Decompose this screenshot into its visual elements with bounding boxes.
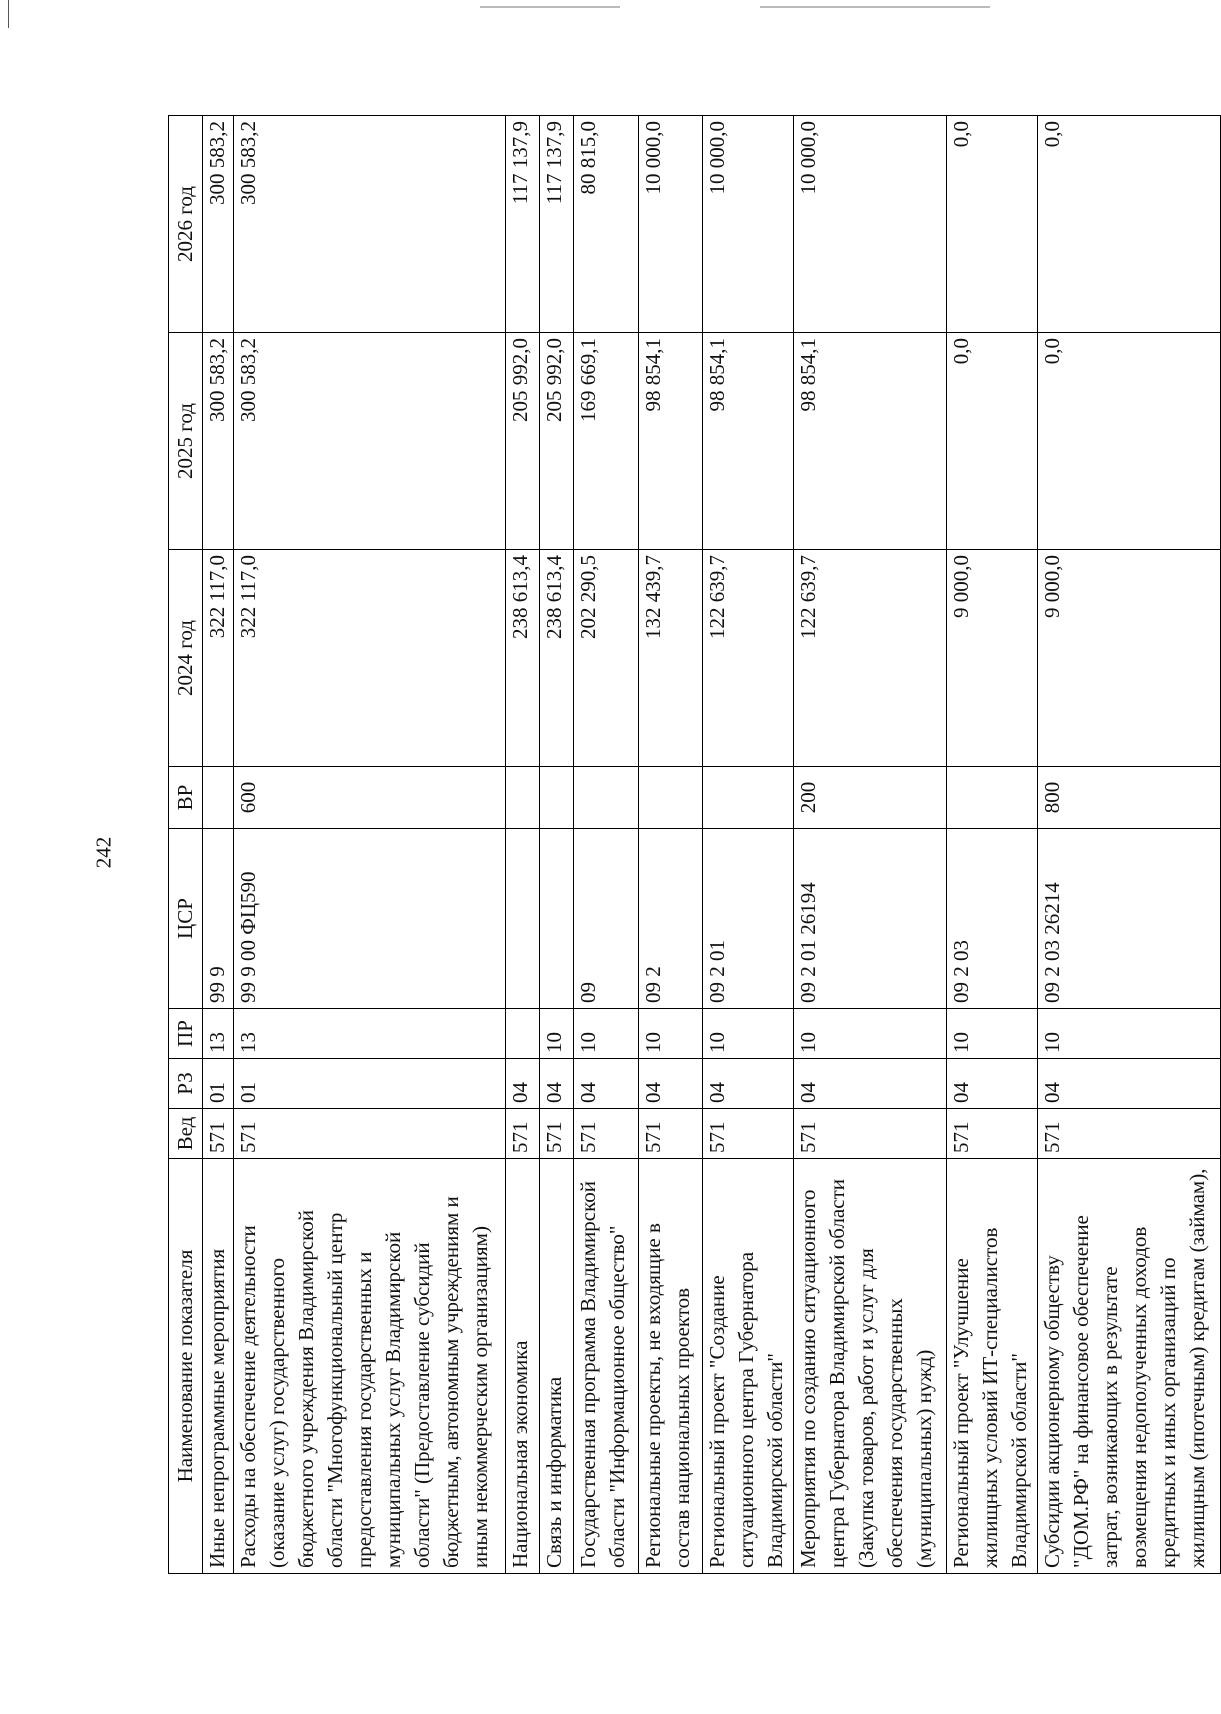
cell-csr: 99 9 00 ФЦ590 — [234, 829, 506, 1009]
cell-2026: 10 000,0 — [703, 116, 794, 333]
scan-edge-line — [8, 0, 9, 28]
table-row — [574, 116, 638, 1574]
cell-2026: 300 583,2 — [203, 116, 234, 333]
cell-vr — [703, 767, 794, 829]
header-csr: ЦСР — [169, 829, 203, 1009]
cell-name: Связь и информатика — [540, 1159, 574, 1574]
cell-2026: 10 000,0 — [794, 116, 947, 333]
cell-ved: 571 — [794, 1109, 947, 1159]
cell-vr — [638, 767, 702, 829]
cell-vr — [506, 767, 540, 829]
cell-2026: 80 815,0 — [574, 116, 638, 333]
cell-vr: 600 — [234, 767, 506, 829]
cell-csr: 09 2 01 26194 — [794, 829, 947, 1009]
cell-csr: 99 9 — [203, 829, 234, 1009]
cell-name: Региональные проекты, не входящие в состав национальных проектов — [638, 1159, 702, 1574]
cell-2024: 238 613,4 — [540, 550, 574, 767]
cell-rz: 04 — [946, 1059, 1037, 1109]
cell-2026: 0,0 — [946, 116, 1037, 333]
cell-2026: 0,0 — [1038, 116, 1221, 333]
cell-2026: 117 137,9 — [540, 116, 574, 333]
cell-name: Мероприятия по созданию ситуационного центра Губернатора Владимирской области (Закупка товаров, работ и услуг для обеспечения государственных (муниципальных) нужд) — [794, 1159, 947, 1574]
cell-vr: 800 — [1038, 767, 1221, 829]
cell-ved: 571 — [638, 1109, 702, 1159]
cell-pr: 10 — [638, 1009, 702, 1059]
scan-artifact — [760, 6, 990, 8]
cell-pr: 10 — [703, 1009, 794, 1059]
cell-csr — [506, 829, 540, 1009]
cell-2026: 300 583,2 — [234, 116, 506, 333]
cell-pr: 10 — [946, 1009, 1037, 1059]
table-header-row — [169, 116, 203, 1574]
cell-vr — [203, 767, 234, 829]
budget-table — [168, 115, 1221, 1574]
scan-artifact — [480, 6, 620, 8]
cell-rz: 04 — [638, 1059, 702, 1109]
page-number: 242 — [91, 836, 116, 869]
header-ved: Вед — [169, 1109, 203, 1159]
cell-rz: 04 — [540, 1059, 574, 1109]
cell-ved: 571 — [1038, 1109, 1221, 1159]
table-row — [638, 116, 702, 1574]
cell-ved: 571 — [540, 1109, 574, 1159]
cell-2025: 205 992,0 — [506, 333, 540, 550]
cell-rz: 04 — [574, 1059, 638, 1109]
cell-pr: 10 — [540, 1009, 574, 1059]
cell-pr: 13 — [234, 1009, 506, 1059]
cell-ved: 571 — [203, 1109, 234, 1159]
table-row — [703, 116, 794, 1574]
header-pr: ПР — [169, 1009, 203, 1059]
header-name: Наименование показателя — [169, 1159, 203, 1574]
header-2026: 2026 год — [169, 116, 203, 333]
header-2024: 2024 год — [169, 550, 203, 767]
cell-rz: 01 — [203, 1059, 234, 1109]
table-row — [794, 116, 947, 1574]
cell-rz: 04 — [1038, 1059, 1221, 1109]
cell-2024: 122 639,7 — [794, 550, 947, 767]
header-rz: РЗ — [169, 1059, 203, 1109]
cell-csr: 09 2 03 — [946, 829, 1037, 1009]
cell-rz: 04 — [506, 1059, 540, 1109]
cell-ved: 571 — [234, 1109, 506, 1159]
cell-2025: 0,0 — [946, 333, 1037, 550]
cell-2025: 300 583,2 — [203, 333, 234, 550]
cell-csr: 09 — [574, 829, 638, 1009]
cell-2024: 322 117,0 — [203, 550, 234, 767]
cell-vr — [574, 767, 638, 829]
cell-pr: 13 — [203, 1009, 234, 1059]
cell-2025: 98 854,1 — [638, 333, 702, 550]
cell-name: Субсидии акционерному обществу "ДОМ.РФ" на финансовое обеспечение затрат, возникающих в результате возмещения недополученных доходов кредитных и иных организаций по жилищным (ипотечным) кредитам (займам), — [1038, 1159, 1221, 1574]
cell-2024: 322 117,0 — [234, 550, 506, 767]
cell-name: Региональный проект "Улучшение жилищных условий ИТ-специалистов Владимирской области" — [946, 1159, 1037, 1574]
cell-rz: 04 — [703, 1059, 794, 1109]
cell-csr — [540, 829, 574, 1009]
cell-vr: 200 — [794, 767, 947, 829]
cell-2025: 205 992,0 — [540, 333, 574, 550]
cell-csr: 09 2 03 26214 — [1038, 829, 1221, 1009]
cell-pr — [506, 1009, 540, 1059]
header-2025: 2025 год — [169, 333, 203, 550]
cell-2024: 202 290,5 — [574, 550, 638, 767]
cell-name: Государственная программа Владимирской области "Информационное общество" — [574, 1159, 638, 1574]
cell-2025: 98 854,1 — [703, 333, 794, 550]
cell-rz: 01 — [234, 1059, 506, 1109]
table-row — [506, 116, 540, 1574]
cell-name: Региональный проект "Создание ситуационного центра Губернатора Владимирской области" — [703, 1159, 794, 1574]
cell-2025: 169 669,1 — [574, 333, 638, 550]
cell-pr: 10 — [1038, 1009, 1221, 1059]
cell-2025: 300 583,2 — [234, 333, 506, 550]
cell-2026: 117 137,9 — [506, 116, 540, 333]
table-row — [234, 116, 506, 1574]
cell-2025: 98 854,1 — [794, 333, 947, 550]
table-row — [540, 116, 574, 1574]
cell-name: Национальная экономика — [506, 1159, 540, 1574]
cell-2025: 0,0 — [1038, 333, 1221, 550]
cell-csr: 09 2 — [638, 829, 702, 1009]
cell-2024: 122 639,7 — [703, 550, 794, 767]
cell-2024: 9 000,0 — [946, 550, 1037, 767]
cell-ved: 571 — [946, 1109, 1037, 1159]
cell-2026: 10 000,0 — [638, 116, 702, 333]
cell-vr — [946, 767, 1037, 829]
cell-2024: 132 439,7 — [638, 550, 702, 767]
table-row — [1038, 116, 1221, 1574]
table-row — [203, 116, 234, 1574]
cell-csr: 09 2 01 — [703, 829, 794, 1009]
header-vr: ВР — [169, 767, 203, 829]
table-row — [946, 116, 1037, 1574]
cell-ved: 571 — [703, 1109, 794, 1159]
cell-rz: 04 — [794, 1059, 947, 1109]
cell-2024: 9 000,0 — [1038, 550, 1221, 767]
cell-ved: 571 — [506, 1109, 540, 1159]
cell-pr: 10 — [574, 1009, 638, 1059]
cell-vr — [540, 767, 574, 829]
rotated-table-container — [168, 116, 1221, 1574]
cell-2024: 238 613,4 — [506, 550, 540, 767]
cell-pr: 10 — [794, 1009, 947, 1059]
cell-ved: 571 — [574, 1109, 638, 1159]
cell-name: Иные непрограммные мероприятия — [203, 1159, 234, 1574]
cell-name: Расходы на обеспечение деятельности (оказание услуг) государственного бюджетного учреждения Владимирской области "Многофункциональный центр предоставления государственных и муниципальных услуг Владимирской области" (Предоставление субсидий бюджетным, автономным учреждениям и иным некоммерческим организациям) — [234, 1159, 506, 1574]
